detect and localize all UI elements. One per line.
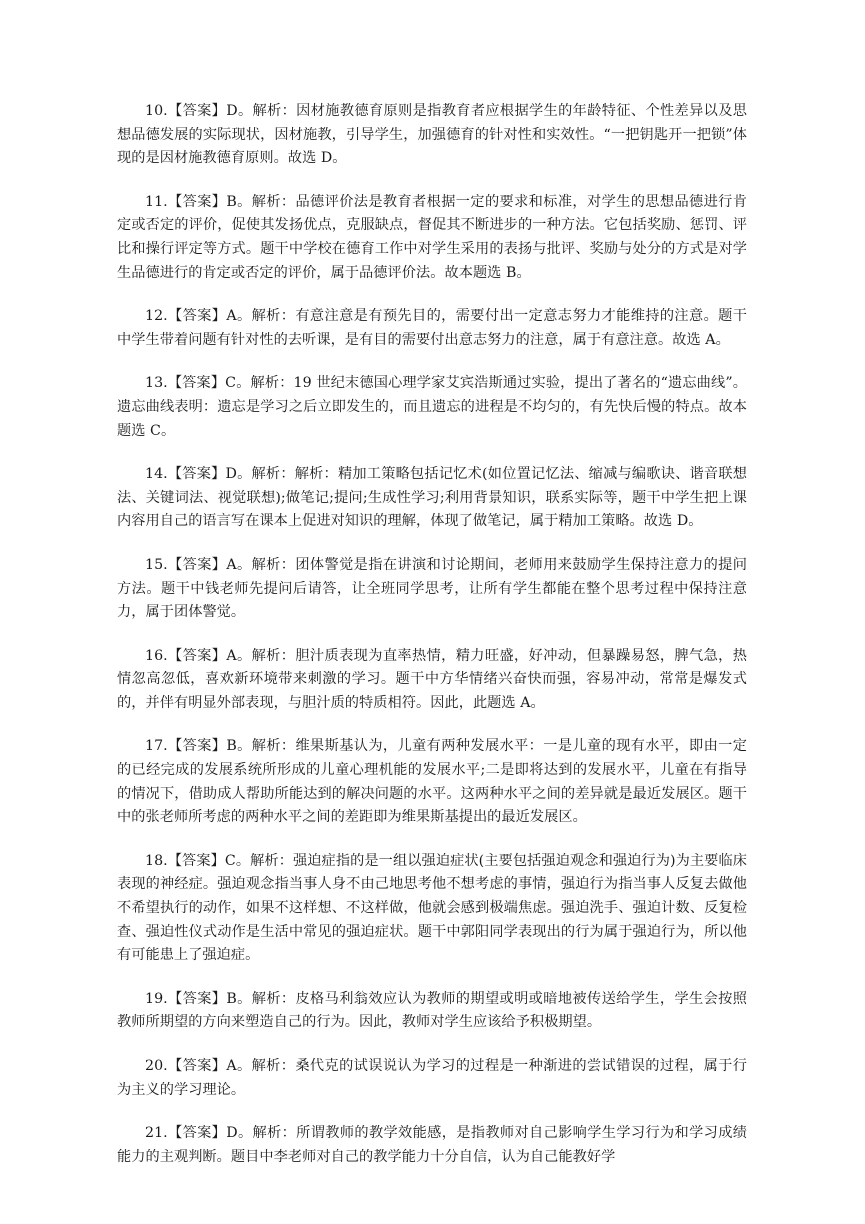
- answer-10: 10.【答案】D。解析：因材施教德育原则是指教育者应根据学生的年龄特征、个性差异以及思想品德发展的实际现状，因材施教，引导学生，加强德育的针对性和实效性。“一把钥匙开一把锁”体现的是因材施教德育原则。故选 D。: [117, 103, 747, 167]
- answer-13: 13.【答案】C。解析：19 世纪末德国心理学家艾宾浩斯通过实验，提出了著名的“遗忘曲线”。遗忘曲线表明：遗忘是学习之后立即发生的，而且遗忘的进程是不均匀的，有先快后慢的特点。故本题选 C。: [117, 375, 747, 439]
- answer-20: 20.【答案】A。解析：桑代克的试误说认为学习的过程是一种渐进的尝试错误的过程，属于行为主义的学习理论。: [117, 1058, 747, 1098]
- answer-17: 17.【答案】B。解析：维果斯基认为，儿童有两种发展水平：一是儿童的现有水平，即由一定的已经完成的发展系统所形成的儿童心理机能的发展水平;二是即将达到的发展水平，儿童在有指导的情况下，借助成人帮助所能达到的解决问题的水平。这两种水平之间的差异就是最近发展区。题干中的张老师所考虑的两种水平之间的差距即为维果斯基提出的最近发展区。: [117, 738, 747, 826]
- answer-12: 12.【答案】A。解析：有意注意是有预先目的，需要付出一定意志努力才能维持的注意。题干中学生带着问题有针对性的去听课，是有目的需要付出意志努力的注意，属于有意注意。故选 A。: [117, 308, 747, 348]
- answer-11: 11.【答案】B。解析：品德评价法是教育者根据一定的要求和标准，对学生的思想品德进行肯定或否定的评价，促使其发扬优点，克服缺点，督促其不断进步的一种方法。它包括奖励、惩罚、评比和操行评定等方式。题干中学校在德育工作中对学生采用的表扬与批评、奖励与处分的方式是对学生品德进行的肯定或否定的评价，属于品德评价法。故本题选 B。: [117, 193, 747, 281]
- answer-18: 18.【答案】C。解析：强迫症指的是一组以强迫症状(主要包括强迫观念和强迫行为)为主要临床表现的神经症。强迫观念指当事人身不由己地思考他不想考虑的事情，强迫行为指当事人反复去做他不希望执行的动作，如果不这样想、不这样做，他就会感到极端焦虑。强迫洗手、强迫计数、反复检查、强迫性仪式动作是生活中常见的强迫症状。题干中郭阳同学表现出的行为属于强迫行为，所以他有可能患上了强迫症。: [117, 852, 747, 964]
- answer-14: 14.【答案】D。解析：解析：精加工策略包括记忆术(如位置记忆法、缩减与编歌诀、谐音联想法、关键词法、视觉联想);做笔记;提问;生成性学习;利用背景知识，联系实际等，题干中学生把上课内容用自己的语言写在课本上促进对知识的理解，体现了做笔记，属于精加工策略。故选 D。: [117, 466, 747, 530]
- answer-16: 16.【答案】A。解析：胆汁质表现为直率热情，精力旺盛，好冲动，但暴躁易怒，脾气急，热情忽高忽低，喜欢新环境带来刺激的学习。题干中方华情绪兴奋快而强，容易冲动，常常是爆发式的，并伴有明显外部表现，与胆汁质的特质相符。因此，此题选 A。: [117, 647, 747, 711]
- answer-21: 21.【答案】D。解析：所谓教师的教学效能感，是指教师对自己影响学生学习行为和学习成绩能力的主观判断。题目中李老师对自己的教学能力十分自信，认为自己能教好学: [117, 1125, 747, 1165]
- answer-19: 19.【答案】B。解析：皮格马利翁效应认为教师的期望或明或暗地被传送给学生，学生会按照教师所期望的方向来塑造自己的行为。因此，教师对学生应该给予积极期望。: [117, 990, 747, 1031]
- answer-explanations: [117, 100, 747, 1189]
- answer-15: 15.【答案】A。解析：团体警觉是指在讲演和讨论期间，老师用来鼓励学生保持注意力的提问方法。题干中钱老师先提问后请答，让全班同学思考，让所有学生都能在整个思考过程中保持注意力，属于团体警觉。: [117, 556, 747, 621]
